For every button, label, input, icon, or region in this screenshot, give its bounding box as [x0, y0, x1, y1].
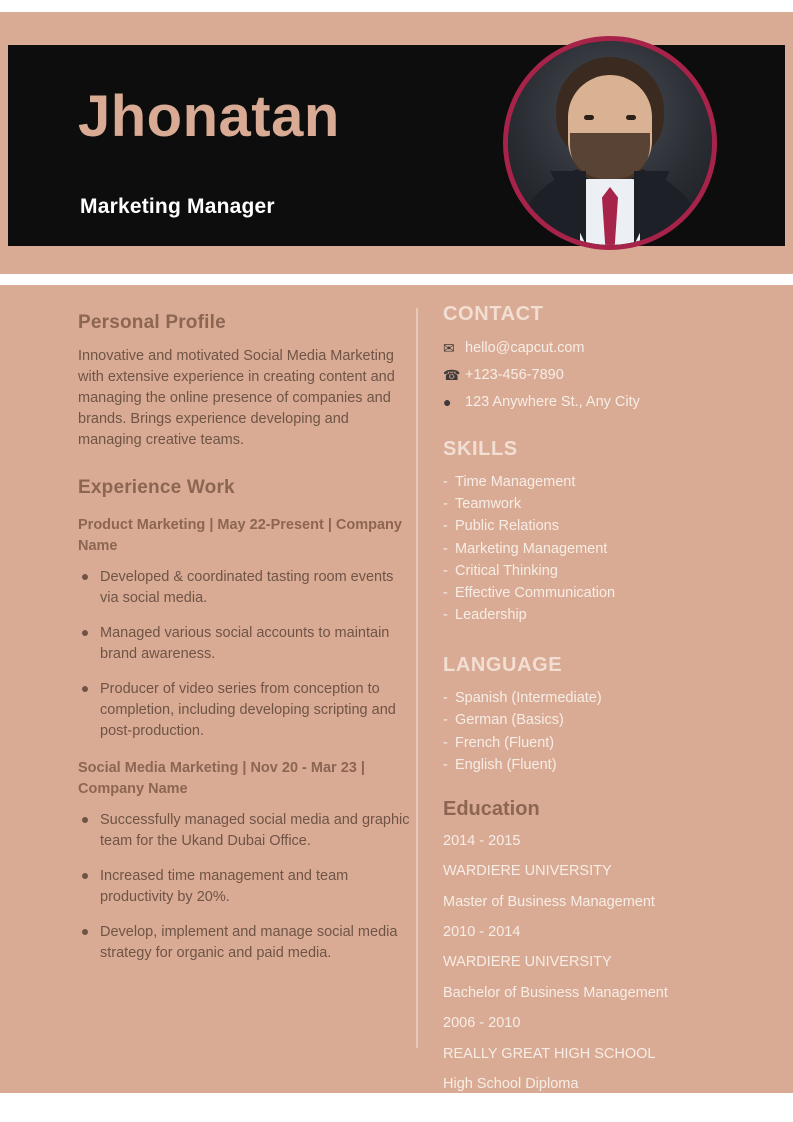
list-item: - Teamwork — [443, 493, 753, 515]
list-item: Successfully managed social media and graphic team for the Ukand Dubai Office. — [78, 810, 412, 852]
section-heading-personal-profile: Personal Profile — [78, 312, 226, 333]
portrait-eye-right — [626, 115, 636, 120]
skills-list — [443, 471, 753, 626]
list-item: Develop, implement and manage social media strategy for organic and paid media. — [78, 922, 412, 964]
personal-profile-text: Innovative and motivated Social Media Marketing with extensive experience in creating content and managing the online presence of companies and brands. Brings experience developing and managing creative teams. — [78, 348, 395, 449]
right-column — [443, 303, 753, 1106]
education-entry: WARDIERE UNIVERSITY — [443, 863, 612, 880]
contact-phone-row[interactable] — [443, 367, 753, 383]
job-bullet-list — [78, 567, 412, 742]
list-item: - Critical Thinking — [443, 560, 753, 582]
contact-email: hello@capcut.com — [465, 340, 585, 356]
language-list — [443, 687, 753, 776]
section-heading-language: LANGUAGE — [443, 654, 563, 677]
list-item: Developed & coordinated tasting room events via social media. — [78, 567, 412, 609]
candidate-name: Jhonatan — [78, 84, 340, 149]
list-item: Producer of video series from conception to completion, including developing scripting and post-production. — [78, 679, 412, 742]
education-entry: Bachelor of Business Management — [443, 984, 668, 1001]
list-item: - Leadership — [443, 604, 753, 626]
job-title: Social Media Marketing | Nov 20 - Mar 23 | Company Name — [78, 760, 365, 798]
portrait-photo — [508, 41, 712, 245]
list-item: Increased time management and team productivity by 20%. — [78, 866, 412, 908]
list-item: - Spanish (Intermediate) — [443, 687, 753, 709]
list-item: - Effective Communication — [443, 582, 753, 604]
envelope-icon: ✉ — [443, 340, 455, 356]
list-item: - German (Basics) — [443, 709, 753, 731]
list-item: - Marketing Management — [443, 538, 753, 560]
list-item: - French (Fluent) — [443, 732, 753, 754]
contact-phone: +123-456-7890 — [465, 367, 564, 383]
candidate-role: Marketing Manager — [80, 195, 275, 218]
list-item: - Time Management — [443, 471, 753, 493]
portrait-lapel-right — [634, 171, 670, 245]
job-title: Product Marketing | May 22-Present | Company Name — [78, 517, 402, 555]
job-bullet-list — [78, 810, 412, 964]
education-entry: High School Diploma — [443, 1076, 579, 1093]
location-pin-icon: ● — [443, 394, 452, 410]
education-entry: REALLY GREAT HIGH SCHOOL — [443, 1045, 656, 1062]
list-item: - English (Fluent) — [443, 754, 753, 776]
contact-address-row[interactable] — [443, 394, 753, 410]
portrait-eye-left — [584, 115, 594, 120]
portrait-lapel-left — [550, 171, 586, 245]
section-heading-education: Education — [443, 797, 540, 820]
education-entry: WARDIERE UNIVERSITY — [443, 954, 612, 971]
list-item: Managed various social accounts to maintain brand awareness. — [78, 623, 412, 665]
section-heading-contact: CONTACT — [443, 303, 544, 325]
avatar — [503, 36, 717, 250]
column-divider — [416, 308, 418, 1048]
education-entry: Master of Business Management — [443, 893, 655, 910]
list-item: - Public Relations — [443, 515, 753, 537]
education-entry: 2006 - 2010 — [443, 1015, 521, 1032]
left-column — [78, 312, 412, 978]
section-heading-experience-work: Experience Work — [78, 477, 235, 499]
education-entry: 2014 - 2015 — [443, 832, 521, 849]
contact-email-row[interactable] — [443, 340, 753, 356]
education-entry: 2010 - 2014 — [443, 924, 521, 941]
telephone-icon: ☎ — [443, 367, 461, 383]
section-heading-skills: SKILLS — [443, 438, 518, 460]
contact-address: 123 Anywhere St., Any City — [465, 394, 640, 410]
